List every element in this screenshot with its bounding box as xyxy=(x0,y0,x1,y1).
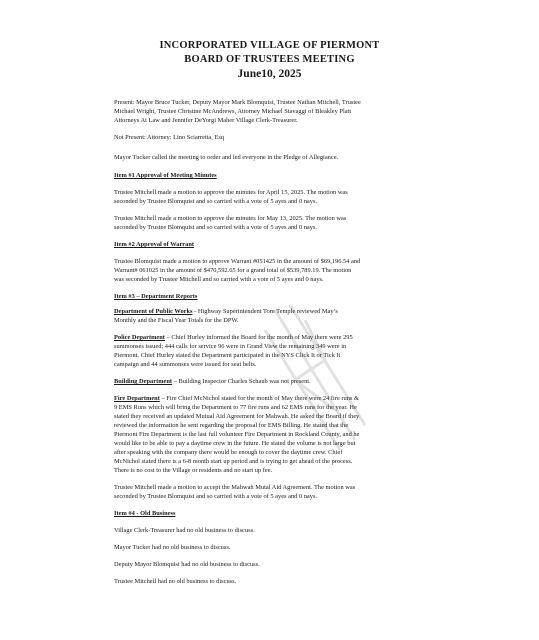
meeting-title: BOARD OF TRUSTEES MEETING xyxy=(184,54,355,65)
mutual-aid-motion-line: Trustee Mitchell made a motion to accept the Mahwah Mutal Aid Agreement. The motion was xyxy=(114,484,356,491)
old-business-line: Mayor Tucker had no old business to discuss. xyxy=(114,544,231,551)
mutual-aid-motion-line: seconded by Trustee Blomquist and so carried with a vote of 5 ayes and 0 nays. xyxy=(114,493,318,500)
police-text: – Chief Hurley informed the Board for the month of May there were 295 xyxy=(164,334,353,341)
present-line: Present: Mayor Bruce Tucker, Deputy Mayor Mark Blomquist, Trustee Nathan Mitchell, Trustee xyxy=(114,99,361,106)
building-label: Building Department xyxy=(114,378,173,385)
old-business-line: Village Clerk-Treasurer had no old business to discuss. xyxy=(114,527,255,534)
police-report-line xyxy=(114,333,444,342)
item1-motion1-line: seconded by Trustee Blomquist and so carried with a vote of 5 ayes and 0 nays. xyxy=(114,198,318,205)
dpw-text: - Highway Superintendent Tom Temple reviewed May’s xyxy=(192,308,338,315)
item4-heading: Item #4 - Old Business xyxy=(114,510,176,517)
item2-motion-line: was seconded by Trustee Mitchell and so carried with a vote of 5 ayes and 0 nays. xyxy=(114,276,324,283)
item2-motion-line: Trustee Blomquist made a motion to approve Warrant #051425 in the amount of $69,196.54 and xyxy=(114,258,361,265)
item1-motion2-line: seconded by Trustee Blomquist and so carried with a vote of 5 ayes and 0 nays. xyxy=(114,224,318,231)
item1-motion1-line: Trustee Mitchell made a motion to approve the minutes for April 15, 2025. The motion was xyxy=(114,189,348,196)
building-text: – Building Inspector Charles Schaub was not present. xyxy=(172,378,311,385)
opening-statement: Mayor Tucker called the meeting to order and led everyone in the Pledge of Allegiance. xyxy=(114,154,339,161)
police-report-line: summonses issued; 444 calls for service 96 were in Grand View the remaining 349 were in xyxy=(114,343,347,350)
item1-motion2-line: Trustee Mitchell made a motion to approve the minutes for May 13, 2025. The motion was xyxy=(114,215,347,222)
fire-report-line: Piermont Fire Department is the last full volunteer Fire Department in Rockland County, and he xyxy=(114,431,360,438)
old-business-line: Trustee Mitchell had no old business to discuss. xyxy=(114,578,237,585)
dpw-report-line xyxy=(114,307,444,316)
fire-report-line: stated they received an updated Mutual Aid Agreement for Mahwah. He asked the Board if they xyxy=(114,413,360,420)
fire-report-line: after speaking with the company there would be enough to cover the daytime crew. Chief xyxy=(114,449,343,456)
item1-heading: Item #1 Approval of Meeting Minutes xyxy=(114,172,217,179)
police-label: Police Department xyxy=(114,334,165,341)
old-business-line: Deputy Mayor Blomquist had no old business to discuss. xyxy=(114,561,260,568)
item2-motion-line: Warrant# 061025 in the amount of $470,592.65 for a grand total of $539,789.19. The motion xyxy=(114,267,352,274)
fire-report-line: There is no cost to the Village or residents and no start up fee. xyxy=(114,467,273,474)
police-report-line: Piermont. Chief Hurley stated the Department participated in the NYS Click It or Tick It xyxy=(114,352,341,359)
fire-report-line: McNichol stated there is a 6-8 month start up period and is trying to get ahead of the process. xyxy=(114,458,353,465)
present-line: Attorneys At Law and Jennifer DeYorgi Maher Village Clerk-Treasurer. xyxy=(114,117,298,124)
fire-text: – Fire Chief McNichol stated for the month of May there were 24 fire runs & xyxy=(159,395,359,402)
dpw-label: Department of Public Works xyxy=(114,308,193,315)
fire-report-line: reviewed the information he sent regarding the proposal for EMS Billing. He stated that the xyxy=(114,422,349,429)
fire-label: Fire Department xyxy=(114,395,160,402)
fire-report-line: 9 EMS Runs which will bring the Department to 77 fire runs and 62 EMS runs for the year. He xyxy=(114,404,357,411)
meeting-date: June10, 2025 xyxy=(237,68,302,80)
dpw-report-line: Monthly and the Fiscal Year Totals for the DPW. xyxy=(114,317,239,324)
present-line: Michael Wright, Trustee Christine McAndrews, Attorney Michael Stavaggi of Bleakley Platt xyxy=(114,108,352,115)
not-present: Not Present: Attorney: Lino Sciarretta, Esq xyxy=(114,134,225,141)
item3-heading: Item #3 – Department Reports xyxy=(114,293,198,300)
fire-report-line xyxy=(114,394,444,403)
fire-report-line: would like to be able to pay a daytime crew in the future. He stated the volume is not large but xyxy=(114,440,356,447)
police-report-line: campaign and 44 summonses were issued for seat belts. xyxy=(114,361,257,368)
village-title: INCORPORATED VILLAGE OF PIERMONT xyxy=(159,40,380,51)
item2-heading: Item #2 Approval of Warrant xyxy=(114,241,195,248)
building-report-line xyxy=(114,377,444,386)
